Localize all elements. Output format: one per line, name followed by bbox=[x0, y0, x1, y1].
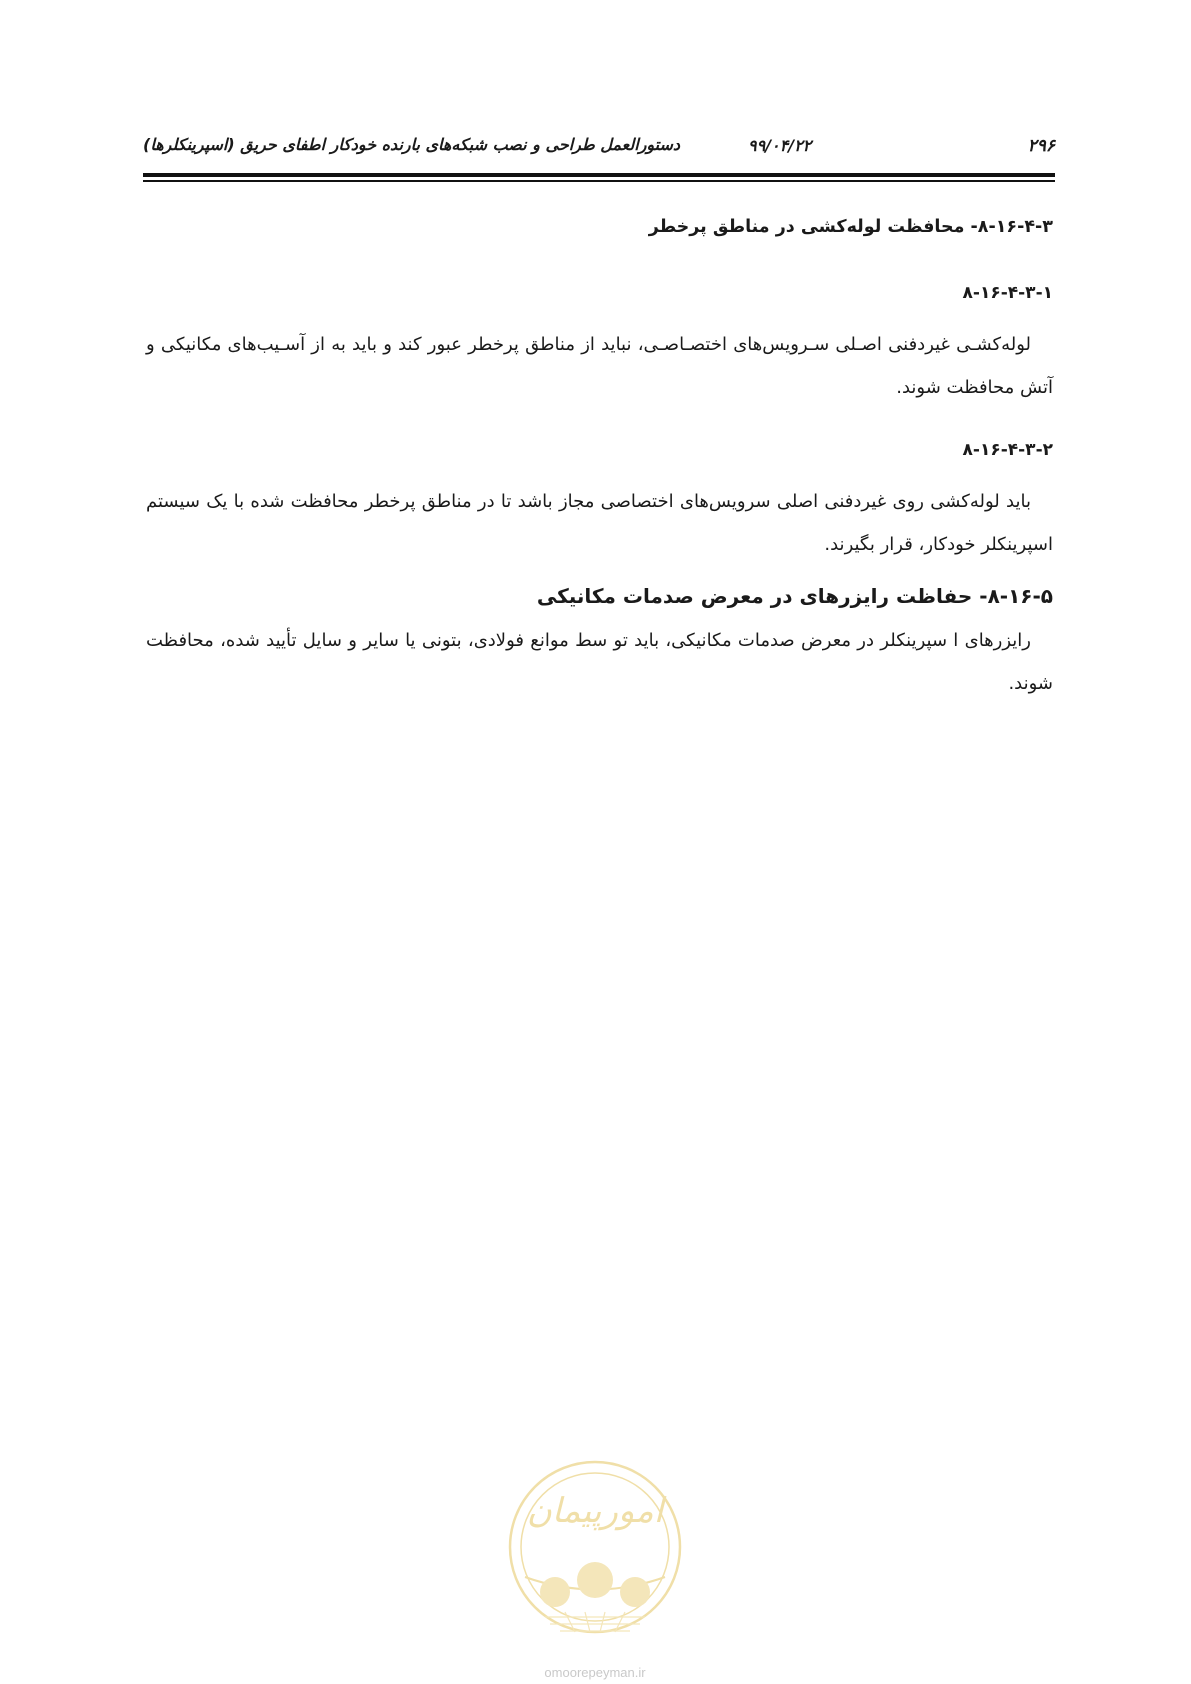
section-heading-8-16-5: ۸-۱۶-۵- حفاظت رایزرهای در معرض صدمات مکانیکی bbox=[536, 584, 1053, 608]
header-title: دستورالعمل طراحی و نصب شبکه‌های بارنده خودکار اطفای حریق (اسپرینکلرها) bbox=[143, 135, 681, 154]
clause-text-2: باید لوله‌کشی روی غیردفنی اصلی سرویس‌های اختصاصی مجاز باشد تا در مناطق پرخطر محافظت شده با یک سیستم اسپرینکلر خودکار، قرار بگیرند. bbox=[146, 491, 1053, 555]
watermark-seal-icon bbox=[505, 1452, 685, 1662]
header-rule-thin bbox=[143, 180, 1055, 182]
watermark-logo bbox=[505, 1452, 685, 1672]
clause-number-1: ۸-۱۶-۴-۳-۱ bbox=[962, 283, 1053, 303]
header-date: ۹۹/۰۴/۲۲ bbox=[748, 136, 812, 155]
section-text-8-16-5: رایزرهای ا سپرینکلر در معرض صدمات مکانیکی، باید تو سط موانع فولادی، بتونی یا سایر و سایل تأیید شده، محافظت شوند. bbox=[146, 630, 1053, 694]
watermark-site: omoorepeyman.ir bbox=[544, 1665, 646, 1680]
clause-number-2: ۸-۱۶-۴-۳-۲ bbox=[962, 440, 1053, 460]
svg-text:امورپیمان: امورپیمان bbox=[526, 1491, 664, 1531]
clause-text-1: لوله‌کشـی غیردفنی اصـلی سـرویس‌های اختصـاصـی، نباید از مناطق پرخطر عبور کند و باید به از آسـیب‌های مکانیکی و آتش محافظت شوند. bbox=[146, 334, 1053, 398]
document-body bbox=[146, 212, 1053, 705]
section-heading-8-16-4-3: ۸-۱۶-۴-۳- محافظت لوله‌کشی در مناطق پرخطر bbox=[648, 217, 1053, 237]
page-number: ۲۹۶ bbox=[1027, 136, 1055, 156]
header-rule-thick bbox=[143, 173, 1055, 177]
page-header bbox=[143, 132, 1055, 162]
